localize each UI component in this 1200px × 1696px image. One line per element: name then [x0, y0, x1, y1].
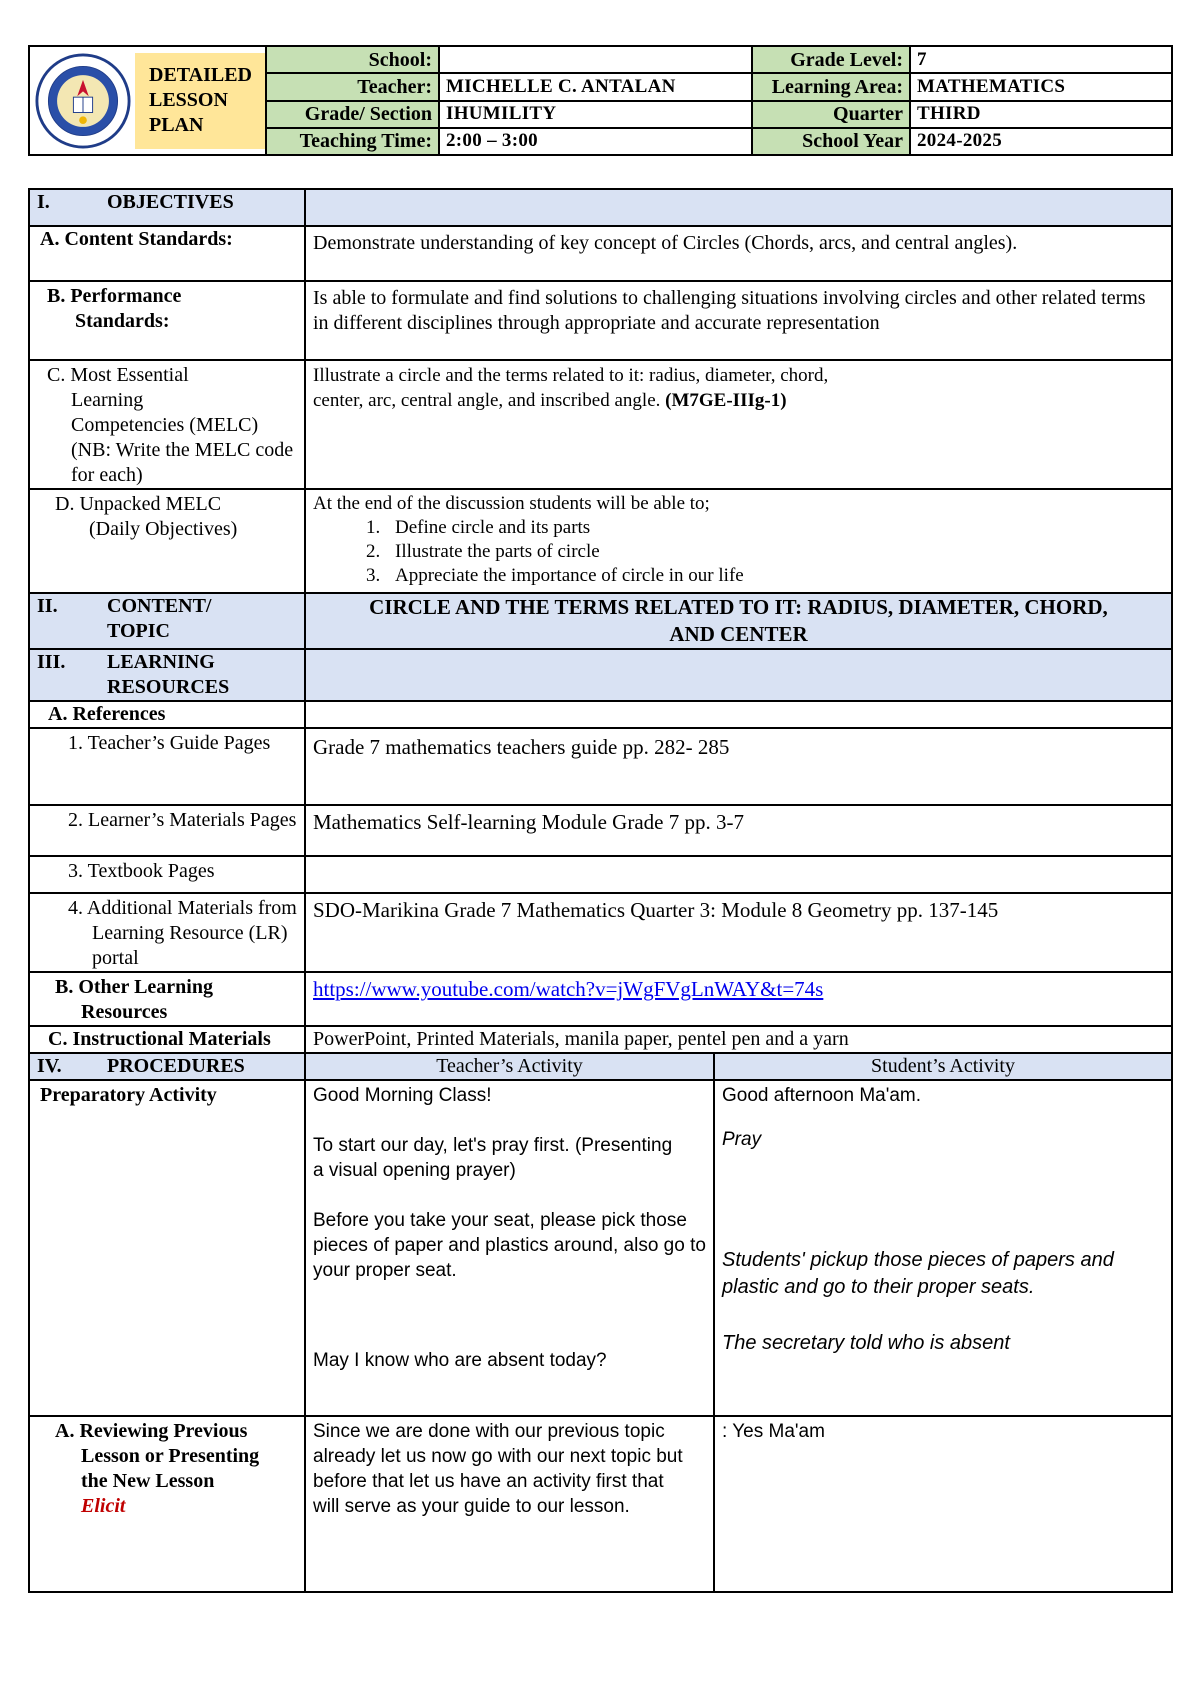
melc-note: (NB: Write the MELC code for each): [71, 439, 294, 486]
label-line: Competencies (MELC): [71, 414, 259, 436]
content-heading: [29, 593, 305, 649]
youtube-link[interactable]: https://www.youtube.com/watch?v=jWgFVgLnWAY&t=74s: [313, 977, 824, 1001]
teacher-line: Before you take your seat, please pick those pieces of paper and plastics around, also go to your proper seat.: [313, 1210, 706, 1281]
unpacked-melc-label: [29, 489, 305, 593]
label-line: Learning: [71, 389, 144, 411]
other-resources-label: [29, 972, 305, 1026]
additional-materials-value: SDO-Marikina Grade 7 Mathematics Quarter 3: Module 8 Geometry pp. 137-145: [305, 893, 1172, 972]
label-line: B. Other Learning: [55, 976, 213, 998]
content-standards-value: Demonstrate understanding of key concept of Circles (Chords, arcs, and central angles).: [305, 226, 1172, 281]
resources-heading-blank: [305, 649, 1172, 701]
header-logo-cell: [29, 46, 266, 155]
textbook-pages-value: [305, 856, 1172, 893]
content-standards-label: A. Content Standards:: [29, 226, 305, 281]
additional-materials-label: 4. Additional Materials from Learning Resource (LR) portal: [29, 893, 305, 972]
label-line: D. Unpacked MELC: [55, 493, 222, 515]
school-value: [439, 46, 752, 73]
quarter-value: THIRD: [910, 101, 1172, 128]
teachers-guide-value: Grade 7 mathematics teachers guide pp. 282- 285: [305, 728, 1172, 805]
teacher-activity-header: Teacher’s Activity: [305, 1053, 714, 1080]
reviewing-teacher-cell: Since we are done with our previous topic already let us now go with our next topic but before that let us have an activity first that will serve as your guide to our lesson.: [305, 1416, 714, 1592]
daily-objectives-list: [313, 516, 1164, 588]
list-item: 3. Appreciate the importance of circle in our life: [385, 564, 1164, 588]
school-year-value: 2024-2025: [910, 128, 1172, 155]
section-title: PROCEDURES: [107, 1055, 245, 1077]
section-title: [107, 650, 229, 700]
preparatory-student-cell: [714, 1080, 1172, 1416]
student-line: Students' pickup those pieces of papers and plastic and go to their proper seats.: [722, 1249, 1114, 1298]
list-item: 2. Illustrate the parts of circle: [385, 540, 1164, 564]
learning-area-value: MATHEMATICS: [910, 73, 1172, 100]
references-blank: [305, 701, 1172, 728]
melc-value: [305, 360, 1172, 489]
teaching-time-label: Teaching Time:: [266, 128, 439, 155]
grade-section-value: IHUMILITY: [439, 101, 752, 128]
melc-line-text: center, arc, central angle, and inscribed angle.: [313, 390, 661, 411]
preparatory-activity-label: Preparatory Activity: [29, 1080, 305, 1416]
teacher-line: To start our day, let's pray first. (Presenting a visual opening prayer): [313, 1135, 673, 1181]
melc-line: Illustrate a circle and the terms related to it: radius, diameter, chord,: [313, 365, 829, 386]
teacher-value: MICHELLE C. ANTALAN: [439, 73, 752, 100]
label-line: the New Lesson: [81, 1470, 215, 1492]
grade-level-label: Grade Level:: [752, 46, 910, 73]
procedures-heading: [29, 1053, 305, 1080]
student-activity-header: Student’s Activity: [714, 1053, 1172, 1080]
label-line: (Daily Objectives): [89, 518, 238, 540]
melc-code: (M7GE-IIIg-1): [665, 390, 787, 411]
topic-value: CIRCLE AND THE TERMS RELATED TO IT: RADIUS, DIAMETER, CHORD, AND CENTER: [305, 593, 1172, 649]
objectives-heading: [29, 189, 305, 226]
section-title: [107, 594, 211, 644]
performance-standards-label: [29, 281, 305, 360]
performance-standards-value: Is able to formulate and find solutions to challenging situations involving circles and other related terms in different disciplines through appropriate and accurate representation: [305, 281, 1172, 360]
melc-label: [29, 360, 305, 489]
deped-seal-icon: [35, 53, 131, 149]
preparatory-teacher-cell: [305, 1080, 714, 1416]
instructional-materials-label: C. Instructional Materials: [29, 1026, 305, 1053]
section-number: I.: [37, 191, 50, 213]
detailed-lesson-plan-title: [135, 53, 265, 149]
grade-section-label: Grade/ Section: [266, 101, 439, 128]
title-line: RESOURCES: [107, 676, 230, 698]
label-line: Standards:: [75, 310, 170, 332]
label-line: Lesson or Presenting: [81, 1445, 260, 1467]
references-label: A. References: [29, 701, 305, 728]
section-number: III.: [37, 651, 66, 673]
title-line: DETAILED: [149, 63, 252, 86]
unpacked-melc-value: [305, 489, 1172, 593]
objectives-heading-blank: [305, 189, 1172, 226]
teachers-guide-label: 1. Teacher’s Guide Pages: [29, 728, 305, 805]
section-title: OBJECTIVES: [107, 191, 234, 213]
label-line: A. Reviewing Previous: [55, 1420, 248, 1442]
learning-area-label: Learning Area:: [752, 73, 910, 100]
lesson-plan-table: [28, 188, 1173, 1593]
label-line: C. Most Essential: [47, 364, 189, 386]
student-line: Pray: [722, 1129, 762, 1150]
section-number: IV.: [37, 1055, 62, 1077]
unpacked-intro: At the end of the discussion students will be able to;: [313, 493, 710, 514]
textbook-pages-label: 3. Textbook Pages: [29, 856, 305, 893]
resources-heading: [29, 649, 305, 701]
title-line: LESSON: [149, 88, 228, 111]
learners-materials-value: Mathematics Self-learning Module Grade 7 pp. 3-7: [305, 805, 1172, 856]
list-item: 1. Define circle and its parts: [385, 516, 1164, 540]
header-table: [28, 45, 1173, 156]
reviewing-lesson-label: [29, 1416, 305, 1592]
school-year-label: School Year: [752, 128, 910, 155]
student-line: The secretary told who is absent: [722, 1332, 1010, 1354]
teacher-line: May I know who are absent today?: [313, 1350, 607, 1371]
school-label: School:: [266, 46, 439, 73]
resources-heading-row: [37, 650, 297, 700]
reviewing-student-cell: : Yes Ma'am: [714, 1416, 1172, 1592]
melc-line: [313, 388, 1164, 413]
label-line: Resources: [81, 1001, 168, 1023]
other-resources-value: [305, 972, 1172, 1026]
quarter-label: Quarter: [752, 101, 910, 128]
teacher-label: Teacher:: [266, 73, 439, 100]
label-line: B. Performance: [47, 285, 182, 307]
title-line: CONTENT/: [107, 595, 212, 617]
content-heading-row: [37, 594, 297, 644]
teaching-time-value: 2:00 – 3:00: [439, 128, 752, 155]
section-number: II.: [37, 595, 58, 617]
title-line: TOPIC: [107, 620, 170, 642]
grade-level-value: 7: [910, 46, 1172, 73]
elicit-label: Elicit: [81, 1495, 126, 1517]
title-line: LEARNING: [107, 651, 215, 673]
learners-materials-label: 2. Learner’s Materials Pages: [29, 805, 305, 856]
title-line: PLAN: [149, 113, 204, 136]
student-line: Good afternoon Ma'am.: [722, 1085, 922, 1106]
teacher-line: Good Morning Class!: [313, 1085, 492, 1106]
instructional-materials-value: PowerPoint, Printed Materials, manila paper, pentel pen and a yarn: [305, 1026, 1172, 1053]
